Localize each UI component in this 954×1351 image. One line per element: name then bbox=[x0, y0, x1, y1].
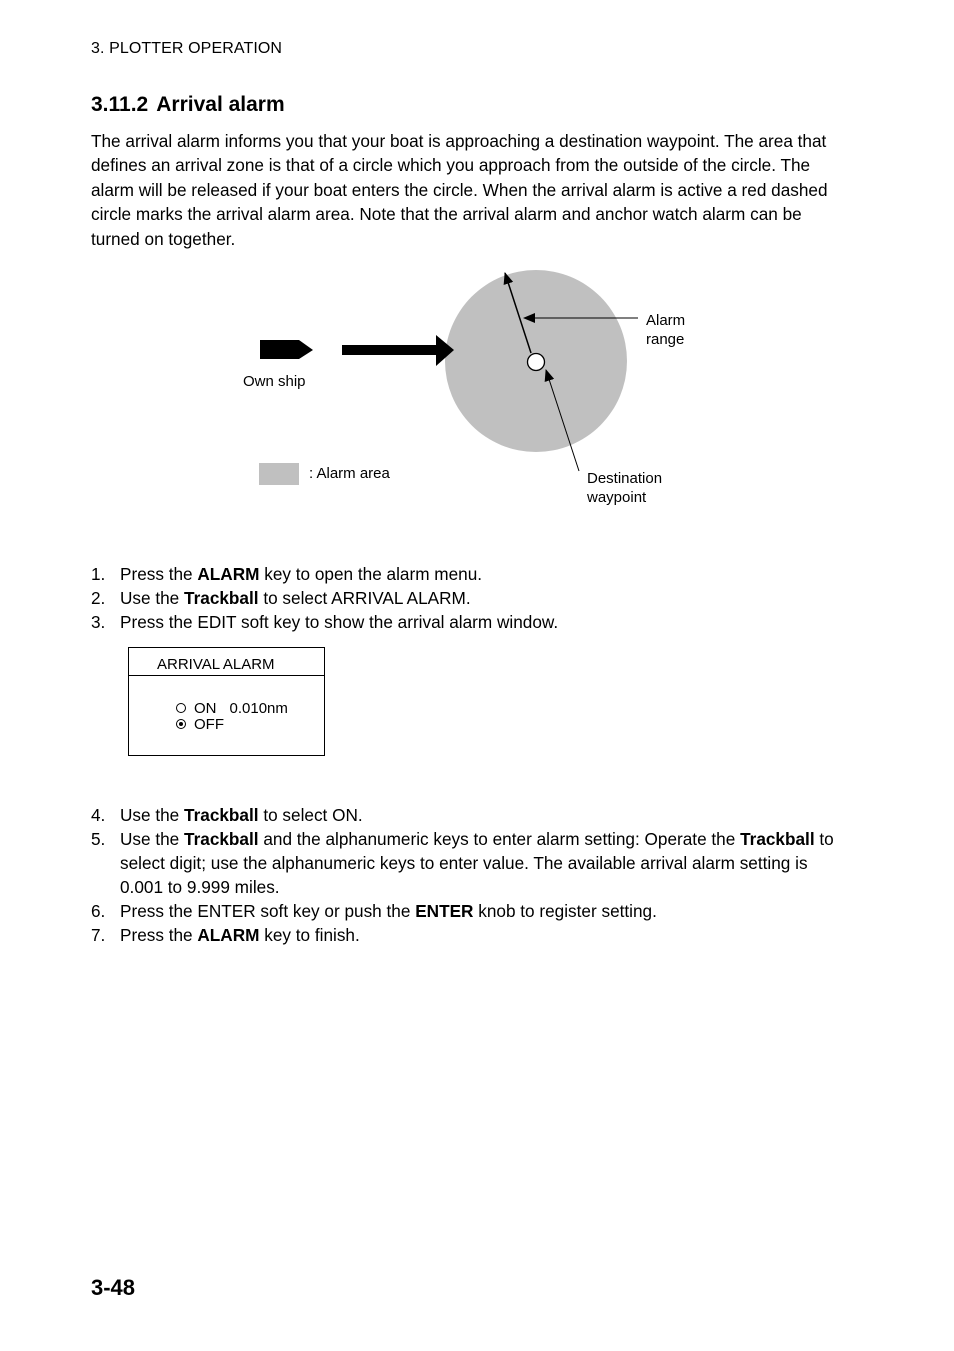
own-ship-label: Own ship bbox=[243, 373, 306, 390]
step-item bbox=[91, 610, 843, 634]
step-text: knob to register setting. bbox=[473, 901, 657, 921]
key-name: Trackball bbox=[740, 829, 815, 849]
step-text: to select digit; use the alphanumeric keys to enter value. The available arrival alarm setting is 0.001 to 9.999 miles. bbox=[120, 829, 834, 897]
page-number: 3-48 bbox=[91, 1275, 136, 1300]
steps-list-2 bbox=[91, 803, 843, 947]
alarm-range-value: 0.010nm bbox=[229, 700, 288, 717]
destination-waypoint-marker bbox=[528, 354, 545, 371]
step-item bbox=[91, 827, 843, 899]
key-name: Trackball bbox=[184, 588, 259, 608]
key-name: ALARM bbox=[197, 564, 260, 584]
key-name: Trackball bbox=[184, 829, 259, 849]
step-item bbox=[91, 899, 843, 923]
radio-unselected-icon[interactable] bbox=[176, 703, 186, 713]
section-number: 3.11.2 bbox=[91, 93, 149, 116]
step-text: Press the EDIT soft key to show the arrival alarm window. bbox=[120, 612, 559, 632]
step-text: to select ON. bbox=[258, 805, 363, 825]
step-number: 7. bbox=[91, 925, 106, 945]
step-number: 6. bbox=[91, 901, 106, 921]
step-text: Use the bbox=[120, 588, 185, 608]
step-number: 2. bbox=[91, 588, 106, 608]
own-ship-icon bbox=[260, 340, 313, 359]
step-item bbox=[91, 586, 843, 610]
step-text: and the alphanumeric keys to enter alarm setting: Operate the bbox=[258, 829, 741, 849]
step-number: 4. bbox=[91, 805, 106, 825]
step-text: Press the bbox=[120, 564, 198, 584]
step-item bbox=[91, 923, 843, 947]
legend-label: : Alarm area bbox=[309, 465, 390, 482]
step-item bbox=[91, 562, 843, 586]
running-head: 3. PLOTTER OPERATION bbox=[91, 40, 283, 57]
destination-label-line2: waypoint bbox=[587, 489, 647, 506]
step-text: Use the bbox=[120, 829, 185, 849]
alarm-range-radius-arrow bbox=[505, 273, 531, 353]
option-off[interactable] bbox=[176, 716, 224, 733]
option-off-label: OFF bbox=[194, 716, 224, 733]
arrival-alarm-window bbox=[128, 647, 325, 756]
course-arrow-icon bbox=[342, 335, 454, 366]
option-on-label: ON bbox=[194, 700, 217, 717]
destination-leader bbox=[546, 370, 579, 471]
step-text: to select ARRIVAL ALARM. bbox=[258, 588, 471, 608]
steps-list-1 bbox=[91, 562, 843, 634]
alarm-range-label-line2: range bbox=[646, 331, 685, 348]
step-number: 1. bbox=[91, 564, 106, 584]
destination-label-line1: Destination bbox=[587, 470, 663, 487]
step-text: key to open the alarm menu. bbox=[259, 564, 483, 584]
section-title bbox=[91, 93, 285, 117]
step-text: Press the bbox=[120, 925, 198, 945]
section-title-text: Arrival alarm bbox=[156, 93, 285, 116]
legend-swatch bbox=[259, 463, 299, 485]
step-text: Use the bbox=[120, 805, 185, 825]
option-on[interactable] bbox=[176, 700, 288, 717]
step-number: 3. bbox=[91, 612, 106, 632]
intro-paragraph: The arrival alarm informs you that your boat is approaching a destination waypoint. The area that defines an arrival zone is that of a circle which you approach from the outside of the circle. The alarm will be released if your boat enters the circle. When the arrival alarm is active a red dashed circle marks the arrival alarm area. Note that the arrival alarm and anchor watch alarm can be turned on together. bbox=[91, 131, 828, 249]
alarm-area-circle bbox=[445, 270, 627, 452]
step-item bbox=[91, 803, 843, 827]
key-name: Trackball bbox=[184, 805, 259, 825]
key-name: ALARM bbox=[197, 925, 260, 945]
alarm-range-label-line1: Alarm bbox=[646, 312, 686, 329]
window-title: ARRIVAL ALARM bbox=[129, 648, 324, 676]
step-text: key to finish. bbox=[259, 925, 360, 945]
step-number: 5. bbox=[91, 829, 106, 849]
radio-selected-icon[interactable] bbox=[176, 719, 186, 729]
key-name: ENTER bbox=[415, 901, 474, 921]
step-text: Press the ENTER soft key or push the bbox=[120, 901, 416, 921]
